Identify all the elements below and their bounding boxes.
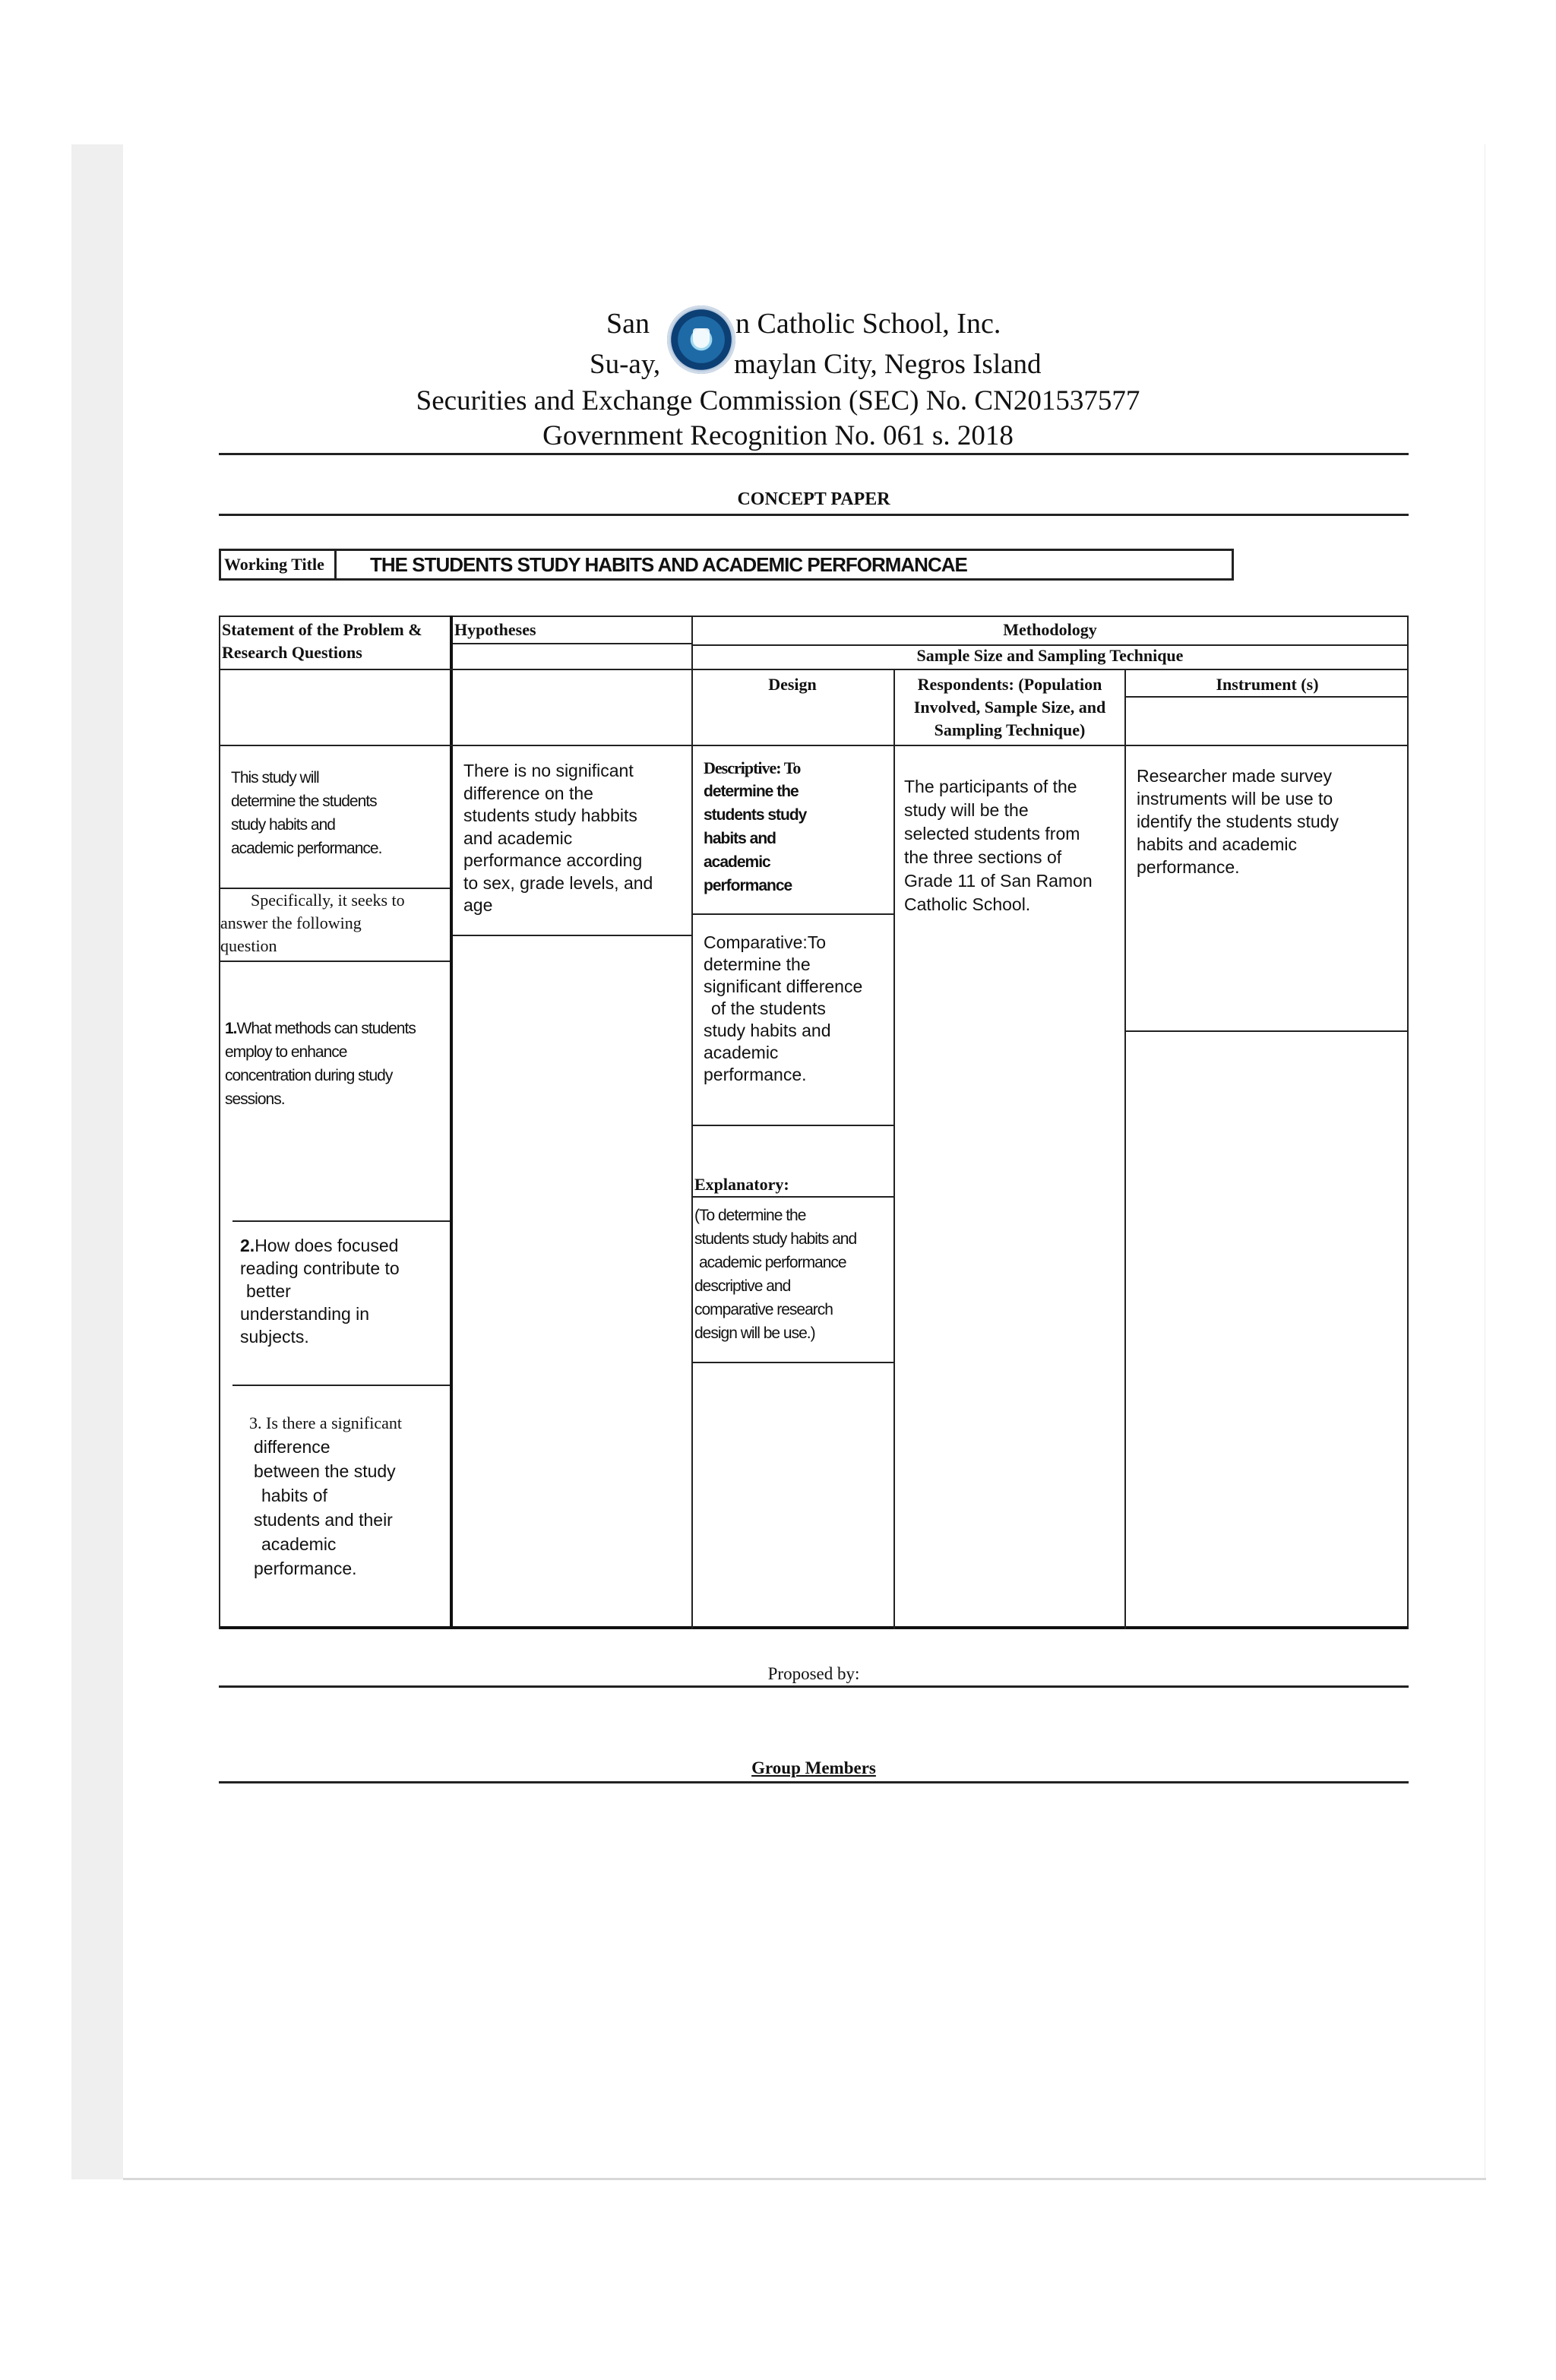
research-question-3: 3. Is there a significant difference between the study habits of students and their academic performance. bbox=[249, 1413, 402, 1578]
design-line-4 bbox=[691, 1362, 893, 1363]
school-name-left: San bbox=[606, 308, 650, 340]
working-title-label: Working Title bbox=[221, 551, 337, 578]
address-right: maylan City, Negros Island bbox=[734, 349, 1042, 380]
header-problem: Statement of the Problem & Research Questions bbox=[222, 620, 422, 662]
instrument-header-line bbox=[1124, 696, 1409, 698]
hypotheses-line bbox=[453, 935, 691, 936]
group-members-rule bbox=[219, 1781, 1409, 1783]
design-explanatory-label: Explanatory: bbox=[694, 1175, 789, 1194]
research-question-1: 1.What methods can students employ to enhance concentration during study sessions. bbox=[225, 1020, 416, 1108]
design-line-3 bbox=[691, 1196, 893, 1198]
government-recognition: Government Recognition No. 061 s. 2018 bbox=[542, 420, 1014, 451]
table-left-border bbox=[219, 616, 220, 1629]
problem-intro: This study will determine the students study habits and academic performance. bbox=[231, 769, 382, 857]
divider-problem-hypotheses bbox=[450, 616, 453, 1629]
school-seal-icon bbox=[667, 305, 735, 374]
divider-respondents-instrument bbox=[1124, 670, 1126, 1629]
design-line-1 bbox=[691, 913, 893, 915]
school-name-right: n Catholic School, Inc. bbox=[735, 308, 1001, 340]
design-explanatory: (To determine the students study habits and academic performance descriptive and comparative research design will be use.) bbox=[694, 1207, 857, 1342]
header-instrument: Instrument (s) bbox=[1216, 675, 1319, 694]
divider-design-respondents bbox=[893, 670, 895, 1629]
design-comparative: Comparative:To determine the significant difference of the students study habits and academic performance. bbox=[704, 932, 863, 1084]
header-sample-size: Sample Size and Sampling Technique bbox=[916, 646, 1184, 665]
header-rule bbox=[219, 453, 1409, 455]
instrument-line bbox=[1124, 1030, 1409, 1032]
working-title-value: THE STUDENTS STUDY HABITS AND ACADEMIC PERFORMANCAE bbox=[370, 553, 967, 576]
problem-line-2 bbox=[219, 961, 450, 962]
proposed-by-rule bbox=[219, 1685, 1409, 1688]
heading-rule bbox=[219, 514, 1409, 516]
table-top-border bbox=[219, 616, 1409, 617]
divider-hypotheses-design bbox=[691, 616, 693, 1629]
hypotheses-header-line bbox=[453, 643, 691, 644]
working-title-box bbox=[219, 549, 1234, 581]
proposed-by-label: Proposed by: bbox=[767, 1664, 860, 1683]
problem-line-3 bbox=[232, 1220, 450, 1222]
document-heading: CONCEPT PAPER bbox=[737, 489, 890, 509]
group-members-label: Group Members bbox=[751, 1758, 876, 1777]
header-hypotheses: Hypotheses bbox=[454, 620, 536, 639]
header-row-line bbox=[219, 669, 1409, 670]
page-shadow bbox=[123, 2178, 1486, 2180]
design-descriptive: Descriptive: To determine the students study habits and academic performance bbox=[704, 758, 807, 894]
table-bottom-border bbox=[219, 1626, 1409, 1629]
research-question-2: 2.How does focused reading contribute to better understanding in subjects. bbox=[240, 1236, 400, 1347]
respondents-text: The participants of the study will be the selected students from the three sections of Grade 11 of San Ramon Catholic School. bbox=[904, 777, 1093, 914]
design-line-2 bbox=[691, 1125, 893, 1126]
address-left: Su-ay, bbox=[590, 349, 661, 380]
header-methodology: Methodology bbox=[1003, 620, 1097, 639]
problem-specifically: Specifically, it seeks to answer the following question bbox=[220, 891, 405, 955]
problem-line-4 bbox=[232, 1385, 450, 1386]
hypothesis-text: There is no significant difference on the students study habbits and academic performance according to sex, grade levels, and age bbox=[463, 761, 653, 915]
header-design: Design bbox=[768, 675, 817, 694]
table-right-border bbox=[1407, 616, 1409, 1629]
instrument-text: Researcher made survey instruments will be use to identify the students study habits and academic performance. bbox=[1137, 766, 1339, 877]
sec-number: Securities and Exchange Commission (SEC) No. CN201537577 bbox=[416, 385, 1140, 416]
header-respondents: Respondents: (Population Involved, Sample Size, and Sampling Technique) bbox=[913, 675, 1106, 739]
header-bottom-line bbox=[219, 745, 1409, 746]
